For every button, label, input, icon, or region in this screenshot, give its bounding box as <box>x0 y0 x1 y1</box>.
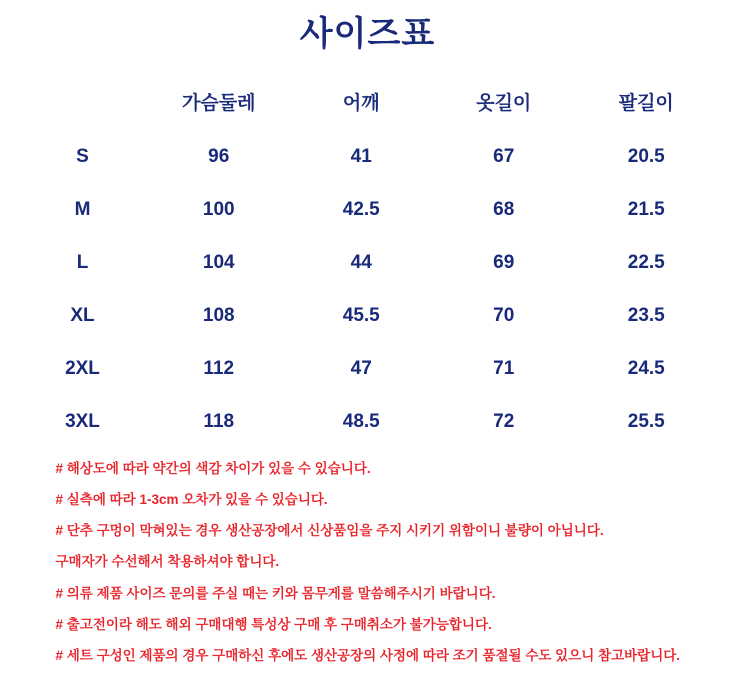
notes-section <box>18 461 718 664</box>
table-row <box>18 290 718 343</box>
note-button-hole: # 단추 구멍이 막혀있는 경우 생산공장에서 신상품임을 주지 시키기 위함이니 불량이 아닙니다. <box>55 523 604 539</box>
table-row <box>18 131 718 184</box>
cell-chest: 104 <box>202 252 235 274</box>
cell-shoulder: 42.5 <box>342 199 380 221</box>
cell-length: 68 <box>493 199 515 221</box>
table-row <box>18 343 718 396</box>
cell-chest: 108 <box>202 305 235 327</box>
note-resolution: # 해상도에 따라 약간의 색감 차이가 있을 수 있습니다. <box>55 460 371 476</box>
cell-length: 71 <box>493 358 515 380</box>
row-header-size: 2XL <box>65 358 100 380</box>
note-size-inquiry: # 의류 제품 사이즈 문의를 주실 때는 키와 몸무게를 말씀해주시기 바랍니다. <box>55 585 496 601</box>
note-set-soldout: # 세트 구성인 제품의 경우 구매하신 후에도 생산공장의 사정에 따라 조기 품절될 수도 있으니 참고바랍니다. <box>55 647 681 663</box>
row-header-size: XL <box>70 305 95 327</box>
cell-chest: 100 <box>202 199 235 221</box>
cell-chest: 118 <box>203 411 235 433</box>
note-button-hole-continued: 구매자가 수선해서 착용하셔야 합니다. <box>55 554 280 570</box>
cell-sleeve: 21.5 <box>627 199 665 221</box>
page-title: 사이즈표 <box>299 15 436 53</box>
cell-length: 67 <box>493 146 515 168</box>
row-header-size: M <box>74 199 91 221</box>
column-header-chest: 가슴둘레 <box>182 93 256 115</box>
cell-shoulder: 44 <box>350 252 372 274</box>
size-table <box>18 79 718 449</box>
cell-sleeve: 25.5 <box>627 411 665 433</box>
cell-shoulder: 45.5 <box>342 305 380 327</box>
cell-sleeve: 23.5 <box>627 305 665 327</box>
cell-sleeve: 22.5 <box>627 252 665 274</box>
cell-sleeve: 20.5 <box>627 146 665 168</box>
table-header-row <box>18 79 718 131</box>
row-header-size: 3XL <box>65 411 100 433</box>
size-table-header <box>18 79 718 131</box>
cell-shoulder: 47 <box>350 358 372 380</box>
cell-sleeve: 24.5 <box>627 358 665 380</box>
cell-shoulder: 48.5 <box>342 411 380 433</box>
cell-chest: 112 <box>203 358 235 380</box>
table-corner-cell <box>18 79 148 131</box>
note-no-cancel: # 출고전이라 해도 해외 구매대행 특성상 구매 후 구매취소가 불가능합니다. <box>55 616 492 632</box>
row-header-size: L <box>76 252 89 274</box>
cell-length: 72 <box>493 411 515 433</box>
size-table-body <box>18 131 718 449</box>
cell-shoulder: 41 <box>350 146 372 168</box>
cell-length: 70 <box>493 305 515 327</box>
note-measurement-tolerance: # 실측에 따라 1-3cm 오차가 있을 수 있습니다. <box>55 491 328 507</box>
column-header-shoulder: 어깨 <box>342 93 380 115</box>
table-row <box>18 396 718 449</box>
cell-length: 69 <box>493 252 515 274</box>
cell-chest: 96 <box>208 146 230 168</box>
row-header-size: S <box>76 146 89 168</box>
column-header-length: 옷길이 <box>476 93 532 115</box>
table-row <box>18 184 718 237</box>
column-header-sleeve: 팔길이 <box>618 93 674 115</box>
table-row <box>18 237 718 290</box>
